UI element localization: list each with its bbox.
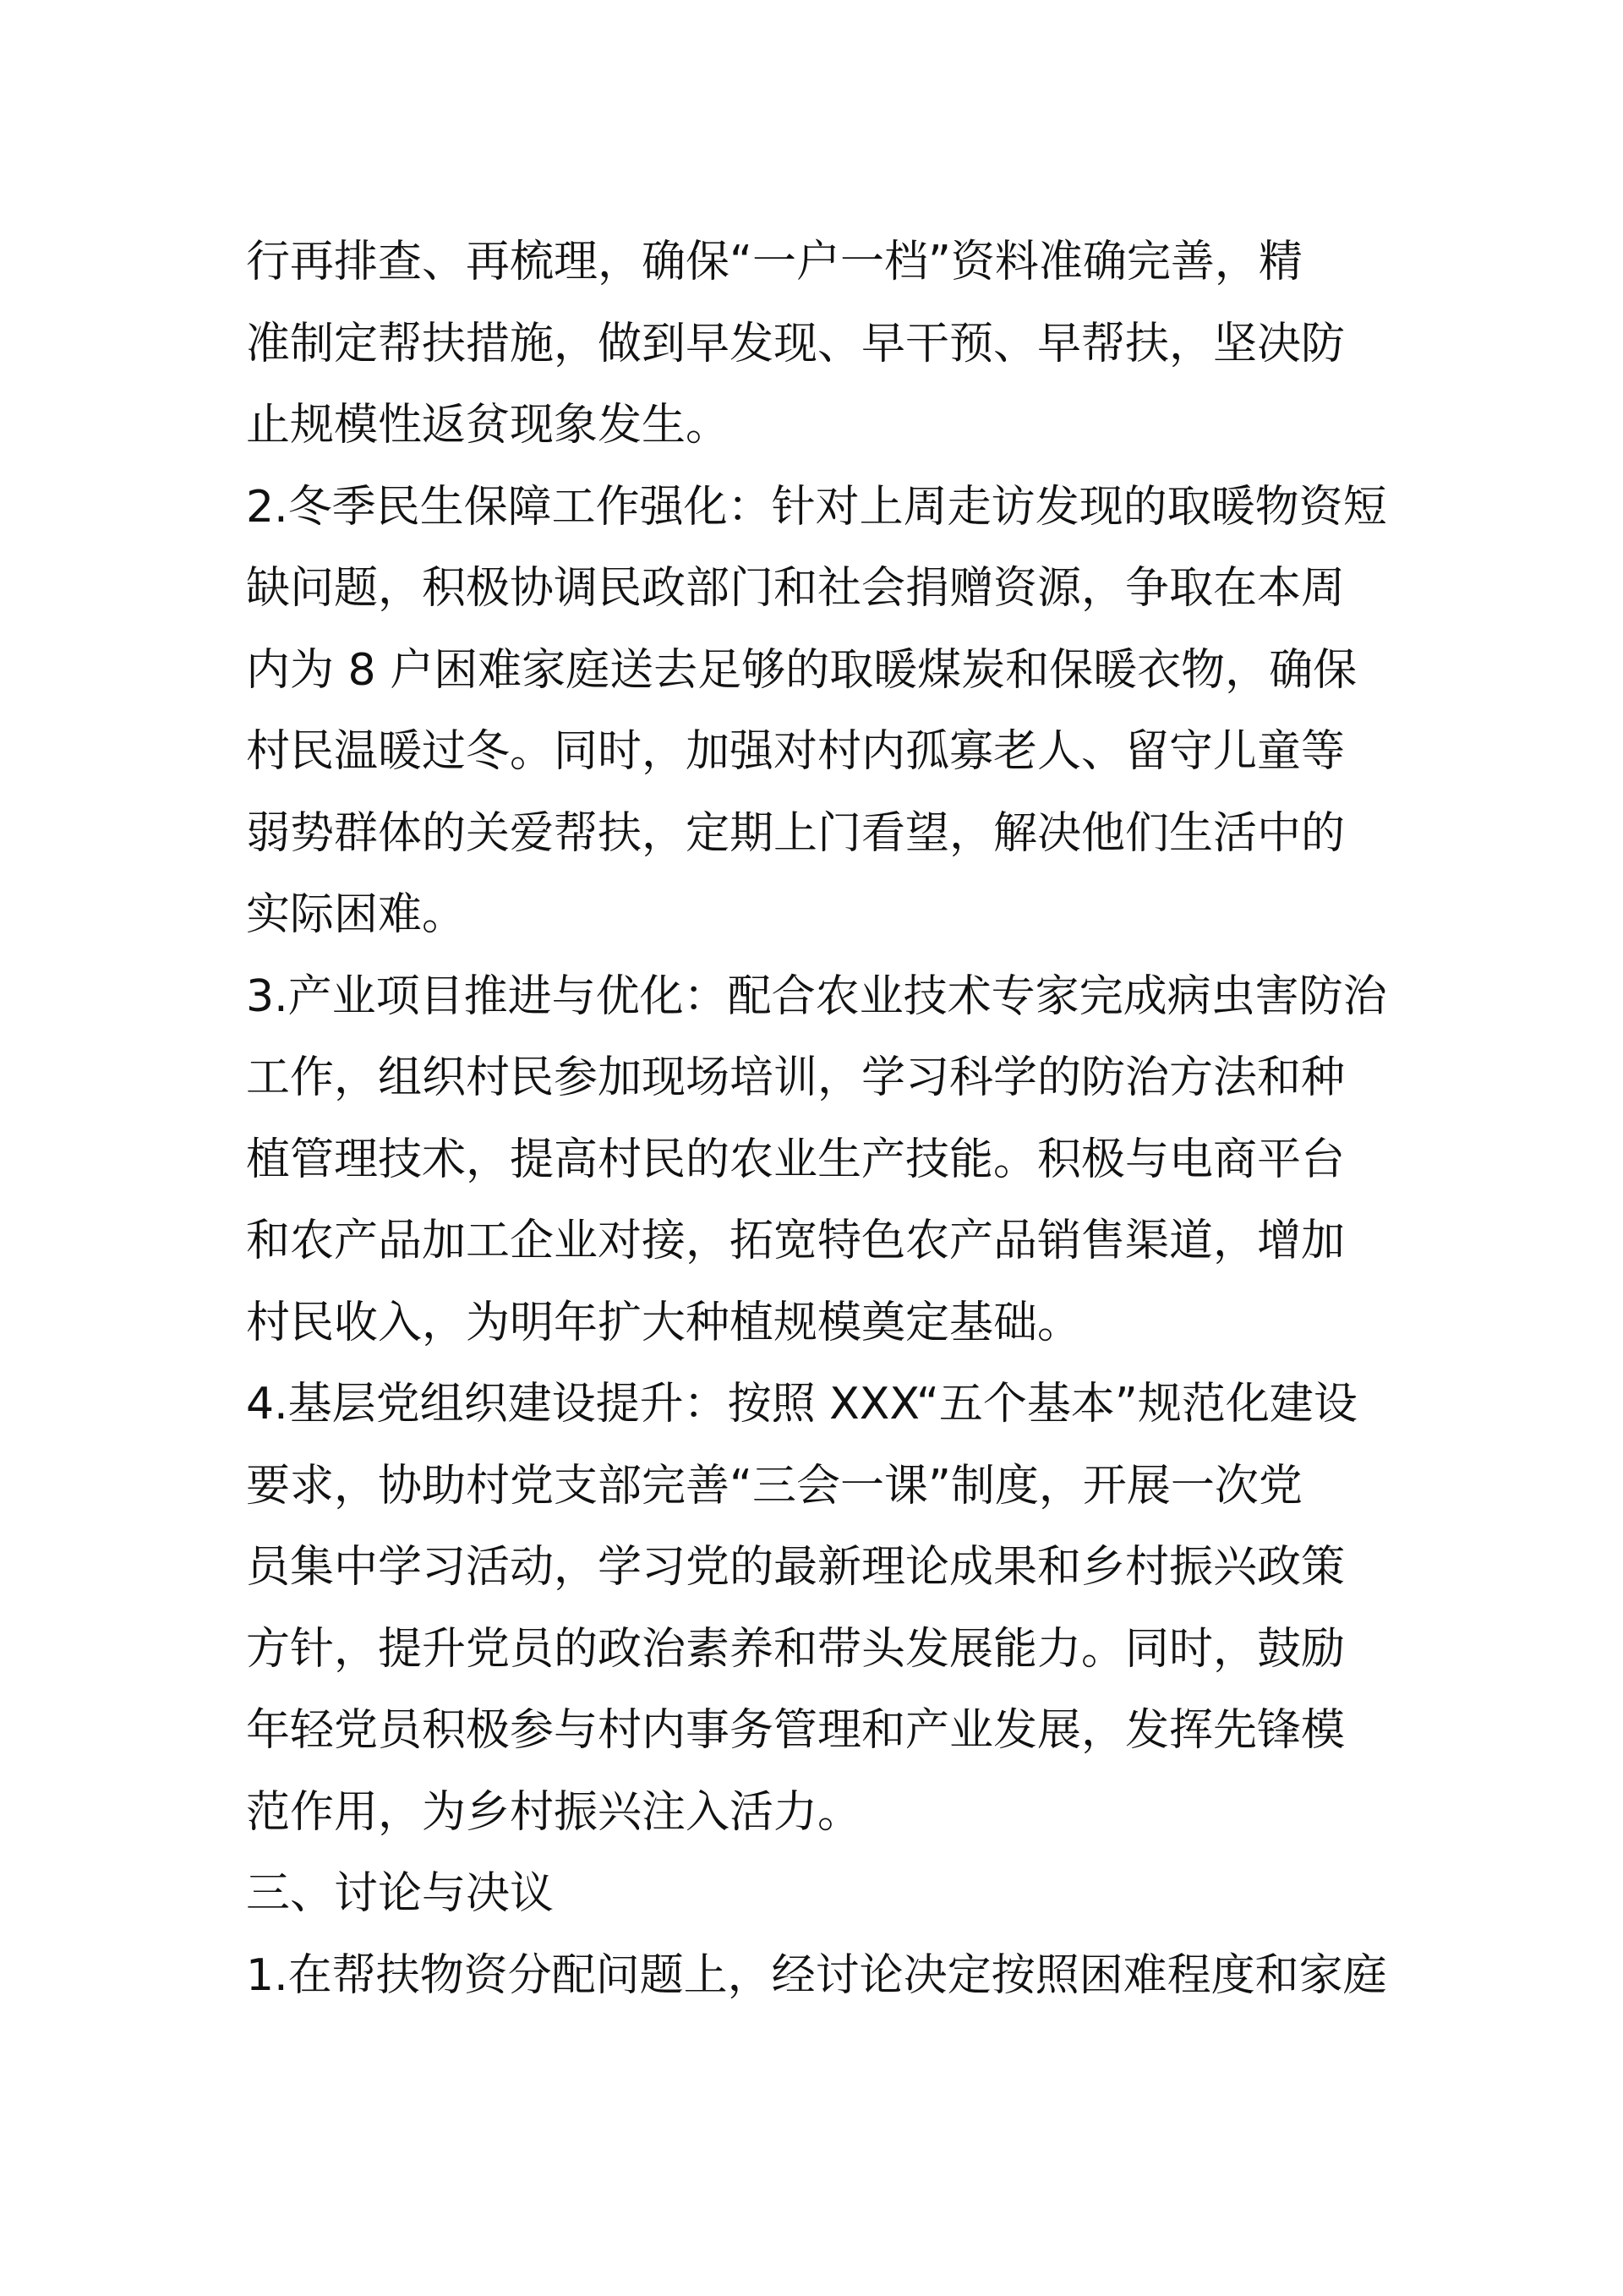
text-line: 止规模性返贫现象发生。 xyxy=(246,400,730,451)
text-line: 方针，提升党员的政治素养和带头发展能力。同时，鼓励 xyxy=(246,1623,1346,1675)
text-line: 村民温暖过冬。同时，加强对村内孤寡老人、留守儿童等 xyxy=(246,726,1346,777)
text-line: 和农产品加工企业对接，拓宽特色农产品销售渠道，增加 xyxy=(246,1216,1346,1266)
text-line: 内为 8 户困难家庭送去足够的取暖煤炭和保暖衣物，确保 xyxy=(246,644,1358,696)
text-line: 4.基层党组织建设提升：按照 XXX“五个基本”规范化建设 xyxy=(246,1379,1358,1430)
text-line: 准制定帮扶措施，做到早发现、早干预、早帮扶，坚决防 xyxy=(246,318,1346,369)
text-line: 1.在帮扶物资分配问题上，经讨论决定按照困难程度和家庭 xyxy=(246,1949,1387,2001)
text-line: 缺问题，积极协调民政部门和社会捐赠资源，争取在本周 xyxy=(246,563,1346,614)
text-line: 员集中学习活动，学习党的最新理论成果和乡村振兴政策 xyxy=(246,1542,1346,1593)
text-line: 工作，组织村民参加现场培训，学习科学的防治方法和种 xyxy=(246,1052,1346,1103)
text-line: 植管理技术，提高村民的农业生产技能。积极与电商平台 xyxy=(246,1134,1346,1185)
text-line: 3.产业项目推进与优化：配合农业技术专家完成病虫害防治 xyxy=(246,970,1387,1022)
section-heading: 三、讨论与决议 xyxy=(246,1868,555,1919)
text-line: 行再排查、再梳理，确保“一户一档”资料准确完善，精 xyxy=(246,237,1303,287)
text-line: 弱势群体的关爱帮扶，定期上门看望，解决他们生活中的 xyxy=(246,807,1346,859)
text-line: 村民收入，为明年扩大种植规模奠定基础。 xyxy=(246,1297,1082,1348)
text-line: 实际困难。 xyxy=(246,889,467,940)
text-line: 年轻党员积极参与村内事务管理和产业发展，发挥先锋模 xyxy=(246,1705,1346,1756)
text-line: 要求，协助村党支部完善“三会一课”制度，开展一次党 xyxy=(246,1460,1303,1512)
text-line: 范作用，为乡村振兴注入活力。 xyxy=(246,1786,862,1838)
document-body xyxy=(246,221,1389,2016)
text-line: 2.冬季民生保障工作强化：针对上周走访发现的取暖物资短 xyxy=(246,481,1387,533)
